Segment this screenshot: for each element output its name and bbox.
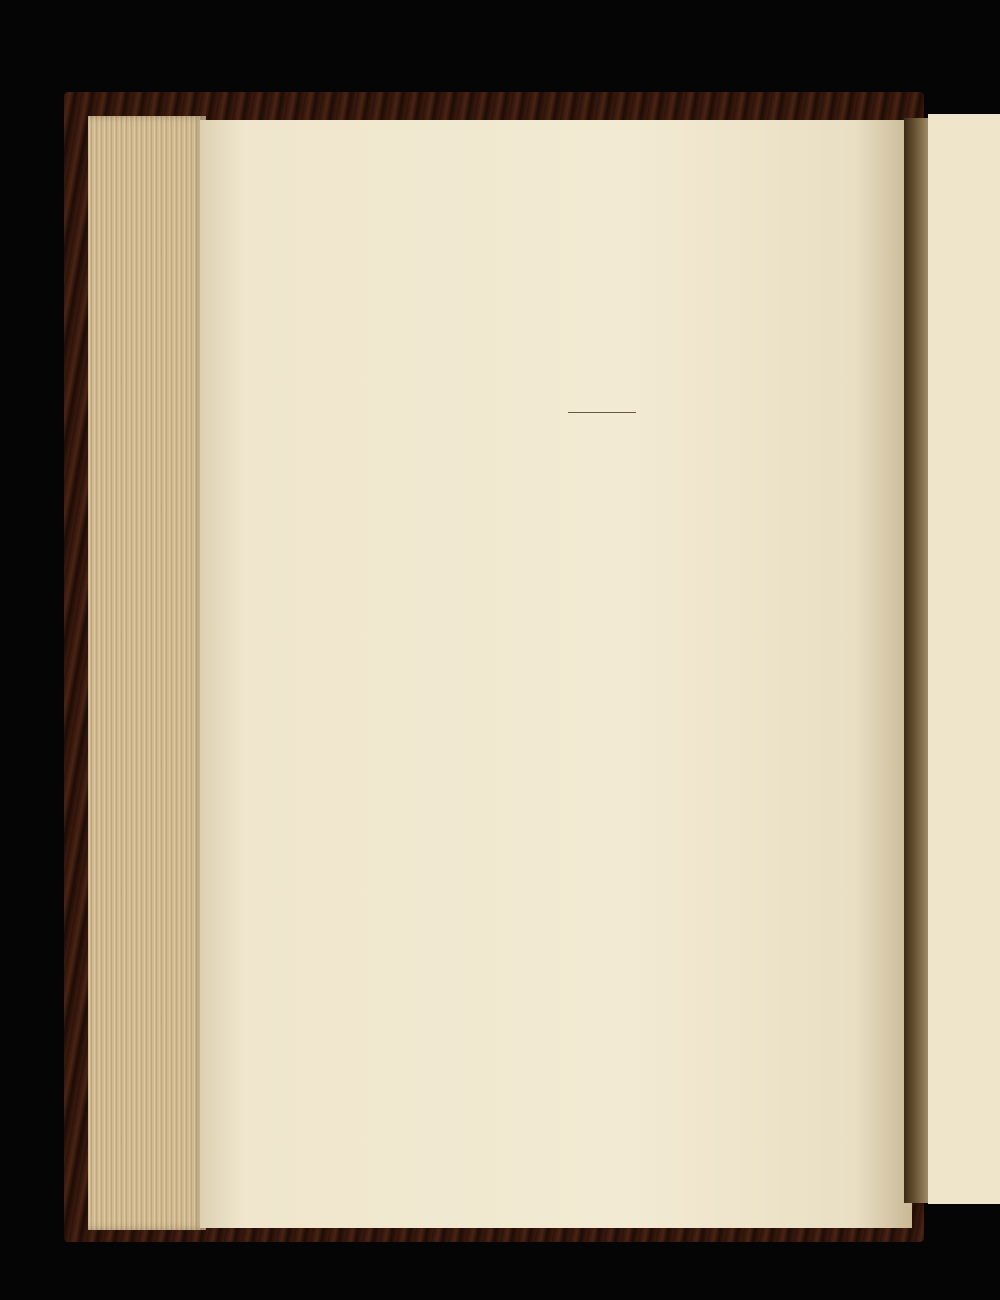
left-page (200, 120, 912, 1228)
right-page (928, 114, 1000, 1204)
title-divider (568, 412, 636, 413)
drop-initial (336, 478, 366, 518)
page-edges (88, 116, 206, 1230)
